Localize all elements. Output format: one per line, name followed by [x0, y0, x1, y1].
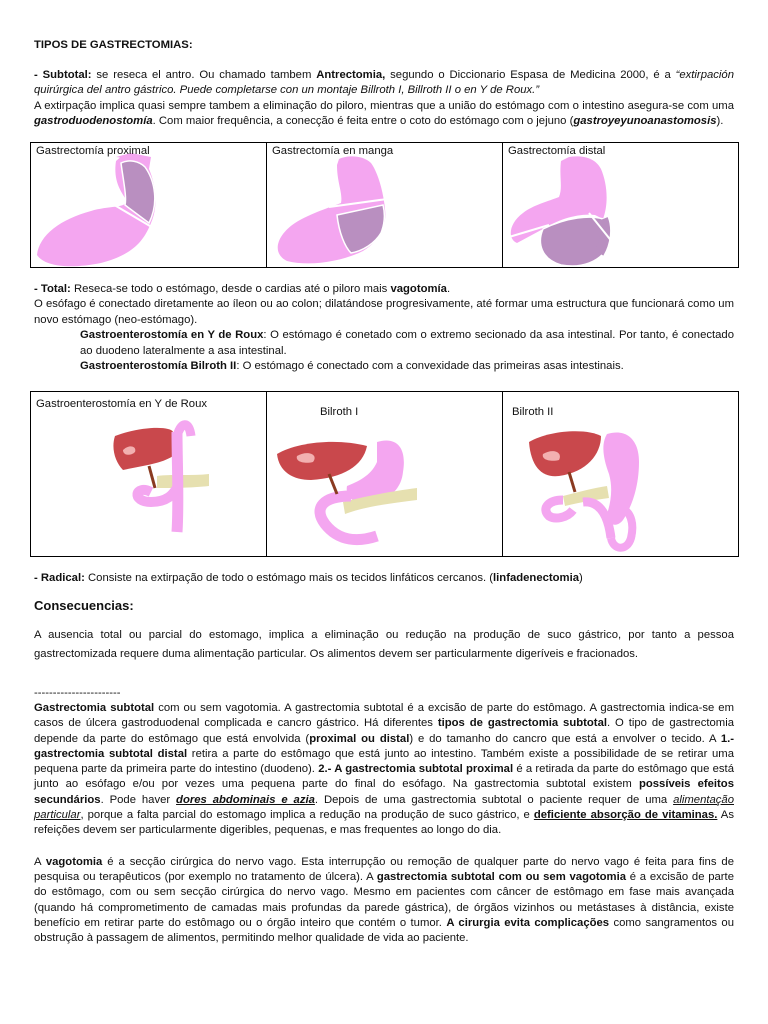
total-label: - Total: [34, 282, 71, 295]
total-paragraph [34, 282, 734, 298]
bold-italic-term: gastroyeyunoanastomosis [573, 115, 717, 127]
bold-term: gastrectomia subtotal com ou sem vagotomia [376, 870, 626, 883]
consequences-paragraph: A ausencia total ou parcial do estomago, implica a eliminação ou redução na produção de suco gástrico, por tanto a pessoa gastrectomizada requere duma alimentação particular. Os alimentos devem ser particularmente digeríveis e fracionados. [34, 628, 734, 660]
text-span: retira a parte do estômago que está junto ao intestino. Também existe a possibilidade de se retirar uma pequena parte da primeira parte do intestino (duodeno). [34, 747, 734, 776]
consequences-heading: Consecuencias: [34, 598, 134, 613]
vagotomy-paragraph [34, 855, 734, 947]
figure-cell-roux [31, 391, 267, 556]
figure-caption: Gastrectomía en manga [272, 144, 394, 157]
underlined-term: dores abdominais e azia [176, 793, 315, 806]
roux-y-illustration [31, 392, 266, 556]
anastomosis-figure-table [30, 391, 739, 557]
stomach-sleeve-illustration [267, 143, 502, 267]
subtotal-paragraph-2 [34, 99, 734, 130]
figure-cell-proximal [31, 142, 267, 267]
bold-term: Gastroenterostomía Bilroth II [80, 360, 237, 372]
bold-term: possíveis efeitos secundários [34, 778, 734, 806]
figure-caption: Gastroenterostomía en Y de Roux [36, 397, 208, 410]
quote-text: “extirpación quirúrgica del antro gástrico. Puede completarse con un montaje Billroth I, Billroth II o en Y de Roux.” [34, 68, 734, 96]
bold-term: tipos de gastrectomia subtotal [437, 717, 607, 730]
bold-term: vagotomia [45, 855, 103, 868]
figure-cell-sleeve [267, 142, 503, 267]
text-span: se reseca el antro. Ou chamado tambem [91, 68, 317, 81]
stomach-distal-illustration [503, 143, 738, 267]
figure-cell-billroth2 [503, 391, 739, 556]
subtotal-label: - Subtotal: [34, 68, 92, 81]
text-span: . [446, 282, 451, 295]
text-span: é a retirada da parte do estômago que está junto ao esófago e/ou por vezes uma pequena parte do final do esófago. Na gastrectomia subtotal existem [34, 763, 734, 791]
underlined-term: deficiente absorção de vitaminas. [533, 809, 718, 822]
divider-line: ----------------------- [34, 686, 121, 699]
bold-term: A cirurgia evita complicações [446, 916, 610, 929]
text-span: ). [716, 115, 724, 127]
figure-caption: Gastrectomía proximal [36, 144, 150, 157]
text-span: . Com maior frequência, a conecção é feita entre o coto do estómago com o jejuno ( [152, 115, 574, 127]
text-span: Consiste na extirpação de todo o estómago mais os tecidos linfáticos cercanos. ( [84, 571, 494, 584]
figure-cell-distal [503, 142, 739, 267]
text-span: As refeições devem ser particularmente digeribles, pequenas, e mas frequentes ao longo do dia. [34, 809, 734, 837]
radical-paragraph [34, 571, 734, 587]
text-span: . O tipo de gastrectomia depende da parte do estômago que está envolvida ( [34, 717, 734, 745]
document-title: TIPOS DE GASTRECTOMIAS: [34, 39, 193, 51]
radical-label: - Radical: [34, 571, 85, 584]
text-span: . Pode haver [100, 793, 177, 806]
text-span: , porque a falta parcial do estomago implica a redução na produção de suco gástrico, e [80, 809, 534, 822]
text-span: : O estómago é conetado com o extremo secionado da asa intestinal. Por tanto, é conectado ao duodeno lateralmente a asa intestinal. [80, 329, 734, 357]
text-span: segundo o Diccionario Espasa de Medicina 2000, é a [385, 68, 676, 81]
text-span: A extirpação implica quasi sempre tambem a eliminação do piloro, mientras que a união do estómago com o intestino asegura-se com uma [34, 99, 734, 112]
bold-italic-term: gastroduodenostomía [34, 115, 153, 127]
roux-paragraph [34, 328, 734, 359]
text-span: é a secção cirúrgica do nervo vago. Esta interrupção ou remoção de qualquer parte do nervo vago é feita para fins de pesquisa ou terapêuticos (por exemplo no tratamento de úlcera). A [34, 855, 734, 883]
bold-term: Antrectomia, [316, 68, 386, 81]
figure-caption: Bilroth I [320, 405, 359, 418]
total-paragraph-2: O esófago é conectado diretamente ao íleon ou ao colon; dilatándose progresivamente, até formar uma estructura que funcionará como um novo estómago (neo-estómago). [34, 298, 734, 326]
bold-term: Gastrectomia subtotal [34, 702, 155, 714]
gastrectomy-figure-table [30, 142, 739, 268]
figure-caption: Gastrectomía distal [508, 144, 606, 157]
text-span: : O estómago é conectado com a convexidade das primeiras asas intestinais. [236, 360, 624, 372]
bold-term: Gastroenterostomía en Y de Roux [80, 329, 264, 341]
text-span: A [34, 855, 46, 868]
bold-term: vagotomía [390, 282, 447, 295]
billroth1-illustration [267, 392, 502, 556]
subtotal-detail-paragraph [34, 701, 734, 839]
figure-caption: Bilroth II [512, 405, 554, 418]
text-span: ) e do tamanho do cancro que está a envolver o tecido. A [409, 732, 721, 745]
text-span: é a excisão de parte do estômago, com ou sem secção cirúrgica do nervo vago. Mesmo em pacientes com câncer de estômago em fase mais avançada (quando há comprometimento de camadas mais profundas da parede gástrica), de órgãos vizinhos ou metástases à distância, existe benefício em retirar parte do estômago ou o órgão inteiro que contém o tumor. [34, 870, 734, 929]
figure-cell-billroth1 [267, 391, 503, 556]
underlined-term: alimentação particular [34, 793, 734, 822]
text-span: com ou sem vagotomia. A gastrectomia subtotal é a excisão de parte do estômago. A gastrectomia indica-se em casos de úlcera gastroduodenal complicada e cancro gástrico. Há diferentes [34, 702, 735, 730]
bold-term: linfadenectomia [493, 571, 580, 584]
bold-term: 2.- A gastrectomia subtotal proximal [318, 763, 514, 776]
stomach-proximal-illustration [31, 143, 266, 267]
document-page [34, 38, 734, 946]
text-span: Reseca-se todo o estómago, desde o cardias até o piloro mais [70, 282, 391, 295]
billroth2-paragraph [34, 359, 734, 375]
text-span: como sangramentos ou obstrução à passagem de alimentos, permitindo melhor qualidade de vida ao paciente. [34, 916, 734, 945]
bold-term: 1.- gastrectomia subtotal distal [34, 732, 735, 760]
text-span: ) [579, 571, 583, 584]
subtotal-paragraph [34, 68, 734, 99]
bold-term: proximal ou distal [309, 732, 410, 745]
text-span: . Depois de uma gastrectomia subtotal o paciente requer de uma [314, 793, 674, 806]
